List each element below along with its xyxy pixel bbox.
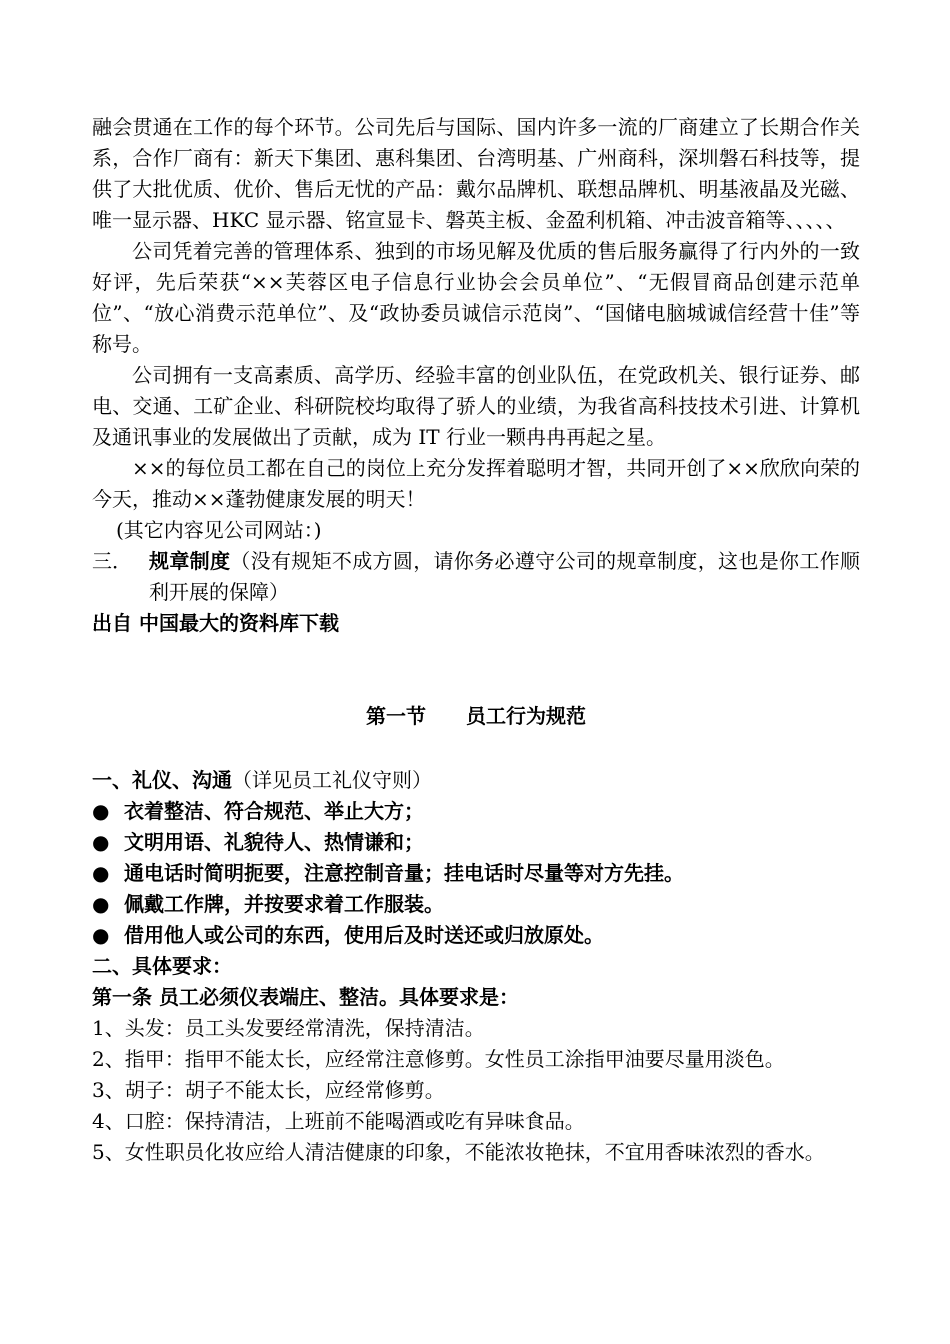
bullet-text: 文明用语、礼貌待人、热情谦和； — [124, 830, 424, 854]
section-heading — [92, 701, 860, 732]
bullet-icon: ● — [92, 830, 110, 854]
paragraph-team: 公司拥有一支高素质、高学历、经验丰富的创业队伍，在党政机关、银行证券、邮电、交通、工矿企业、科研院校均取得了骄人的业绩，为我省高科技技术引进、计算机及通讯事业的发展做出了贡献，成为 IT 行业一颗冉冉再起之星。 — [92, 363, 860, 449]
bullet-text: 衣着整洁、符合规范、举止大方； — [124, 799, 424, 823]
section-heading-number: 第一节 — [366, 704, 426, 728]
etiquette-note: （详见员工礼仪守则） — [232, 768, 432, 792]
document-page — [92, 112, 860, 1168]
section-three-title: 规章制度 — [149, 549, 231, 573]
requirement-item: 1、头发：员工头发要经常清洗，保持清洁。 — [92, 1016, 485, 1040]
section-three — [92, 546, 860, 608]
requirement-item: 4、口腔：保持清洁，上班前不能喝酒或吃有异味食品。 — [92, 1109, 585, 1133]
requirement-item: 3、胡子：胡子不能太长，应经常修剪。 — [92, 1078, 445, 1102]
bullet-text: 借用他人或公司的东西，使用后及时送还或归放原处。 — [124, 923, 604, 947]
list-item — [92, 796, 860, 827]
bullet-icon: ● — [92, 892, 110, 916]
requirement-item: 5、女性职员化妆应给人清洁健康的印象，不能浓妆艳抹，不宜用香味浓烈的香水。 — [92, 1140, 825, 1164]
bullet-icon: ● — [92, 861, 110, 885]
article-one: 第一条 员工必须仪表端庄、整洁。具体要求是： — [92, 985, 519, 1009]
paragraph-honors: 公司凭着完善的管理体系、独到的市场见解及优质的售后服务赢得了行内外的一致好评，先后荣获“××芙蓉区电子信息行业协会会员单位”、“无假冒商品创建示范单位”、“放心消费示范单位”、及“政协委员诚信示范岗”、“国储电脑城诚信经营十佳”等称号。 — [92, 239, 860, 356]
section-heading-title: 员工行为规范 — [466, 704, 586, 728]
bullet-text: 佩戴工作牌，并按要求着工作服装。 — [124, 892, 444, 916]
paragraph-partners: 融会贯通在工作的每个环节。公司先后与国际、国内许多一流的厂商建立了长期合作关系，合作厂商有：新天下集团、惠科集团、台湾明基、广州商科，深圳磐石科技等，提供了大批优质、优价、售后无忧的产品：戴尔品牌机、联想品牌机、明基液晶及光磁、唯一显示器、HKC 显示器、铭宣显卡、磐英主板、金盈利机箱、冲击波音箱等、、、、、 — [92, 115, 860, 232]
bullet-text: 通电话时简明扼要，注意控制音量；挂电话时尽量等对方先挂。 — [124, 861, 684, 885]
requirements-title: 二、具体要求： — [92, 954, 232, 978]
paragraph-website-note: (其它内容见公司网站：) — [116, 518, 322, 542]
list-item — [92, 889, 860, 920]
source-line: 出自 中国最大的资料库下载 — [92, 611, 339, 635]
list-item — [92, 858, 860, 889]
bullet-icon: ● — [92, 799, 110, 823]
paragraph-employees: ××的每位员工都在自己的岗位上充分发挥着聪明才智，共同开创了××欣欣向荣的今天，推动××蓬勃健康发展的明天！ — [92, 456, 860, 511]
section-three-body — [149, 546, 860, 608]
section-three-number: 三． — [92, 549, 132, 573]
bullet-icon: ● — [92, 923, 110, 947]
list-item — [92, 920, 860, 951]
section-three-note: （没有规矩不成方圆，请你务必遵守公司的规章制度，这也是你工作顺利开展的保障） — [149, 549, 861, 604]
etiquette-heading — [92, 765, 860, 796]
requirement-item: 2、指甲：指甲不能太长，应经常注意修剪。女性员工涂指甲油要尽量用淡色。 — [92, 1047, 785, 1071]
etiquette-title: 一、礼仪、沟通 — [92, 768, 232, 792]
list-item — [92, 827, 860, 858]
